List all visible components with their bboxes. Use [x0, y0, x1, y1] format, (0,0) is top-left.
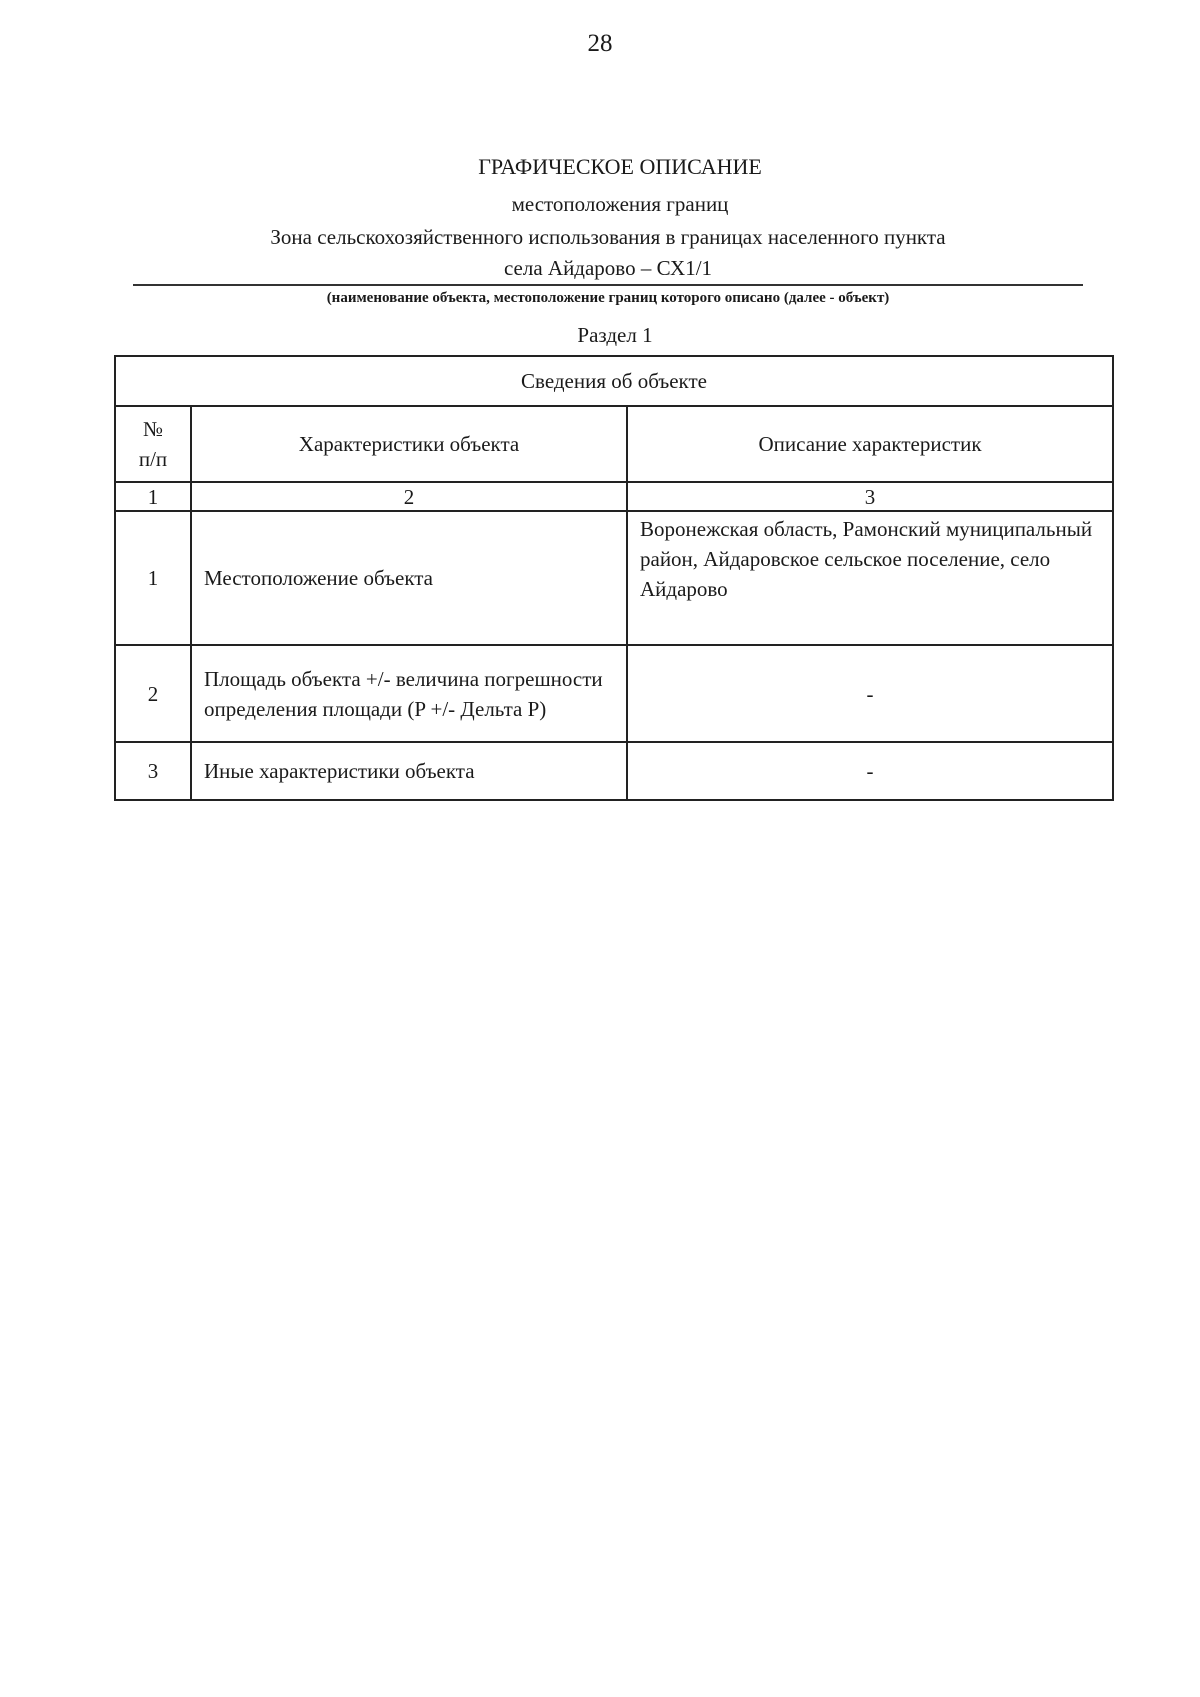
- table-header: Сведения об объекте: [115, 356, 1113, 406]
- column-header-description: Описание характеристик: [627, 406, 1113, 482]
- row-characteristic: Площадь объекта +/- величина погрешности определения площади (P +/- Дельта P): [191, 645, 627, 742]
- column-number: 3: [627, 482, 1113, 511]
- column-header-num: [115, 406, 191, 482]
- object-info-table: [114, 355, 1114, 801]
- column-number: 1: [115, 482, 191, 511]
- table-row: [115, 511, 1113, 645]
- column-header-num-line-1: №: [142, 417, 164, 441]
- table-row: [115, 742, 1113, 800]
- object-caption: (наименование объекта, местоположение границ которого описано (далее - объект): [326, 290, 890, 306]
- object-name-line-1: Зона сельскохозяйственного использования в границах населенного пункта: [270, 225, 946, 249]
- document-subtitle: местоположения границ: [511, 192, 729, 216]
- row-description: Воронежская область, Рамонский муниципальный район, Айдаровское сельское поселение, село Айдарово: [627, 511, 1113, 645]
- table-column-header-row: [115, 406, 1113, 482]
- object-name: [133, 222, 1083, 286]
- table-header-row: [115, 356, 1113, 406]
- column-number: 2: [191, 482, 627, 511]
- section-label: Раздел 1: [577, 323, 653, 347]
- column-number-row: [115, 482, 1113, 511]
- table-row: [115, 645, 1113, 742]
- row-number: 1: [115, 511, 191, 645]
- row-description: -: [627, 742, 1113, 800]
- page-number: 28: [587, 30, 613, 57]
- row-number: 2: [115, 645, 191, 742]
- row-characteristic: Местоположение объекта: [191, 511, 627, 645]
- column-header-num-line-2: п/п: [138, 447, 168, 471]
- row-description: -: [627, 645, 1113, 742]
- row-number: 3: [115, 742, 191, 800]
- document-title: ГРАФИЧЕСКОЕ ОПИСАНИЕ: [478, 154, 762, 179]
- row-characteristic: Иные характеристики объекта: [191, 742, 627, 800]
- object-name-line-2: села Айдарово – СХ1/1: [503, 256, 713, 280]
- column-header-characteristics: Характеристики объекта: [191, 406, 627, 482]
